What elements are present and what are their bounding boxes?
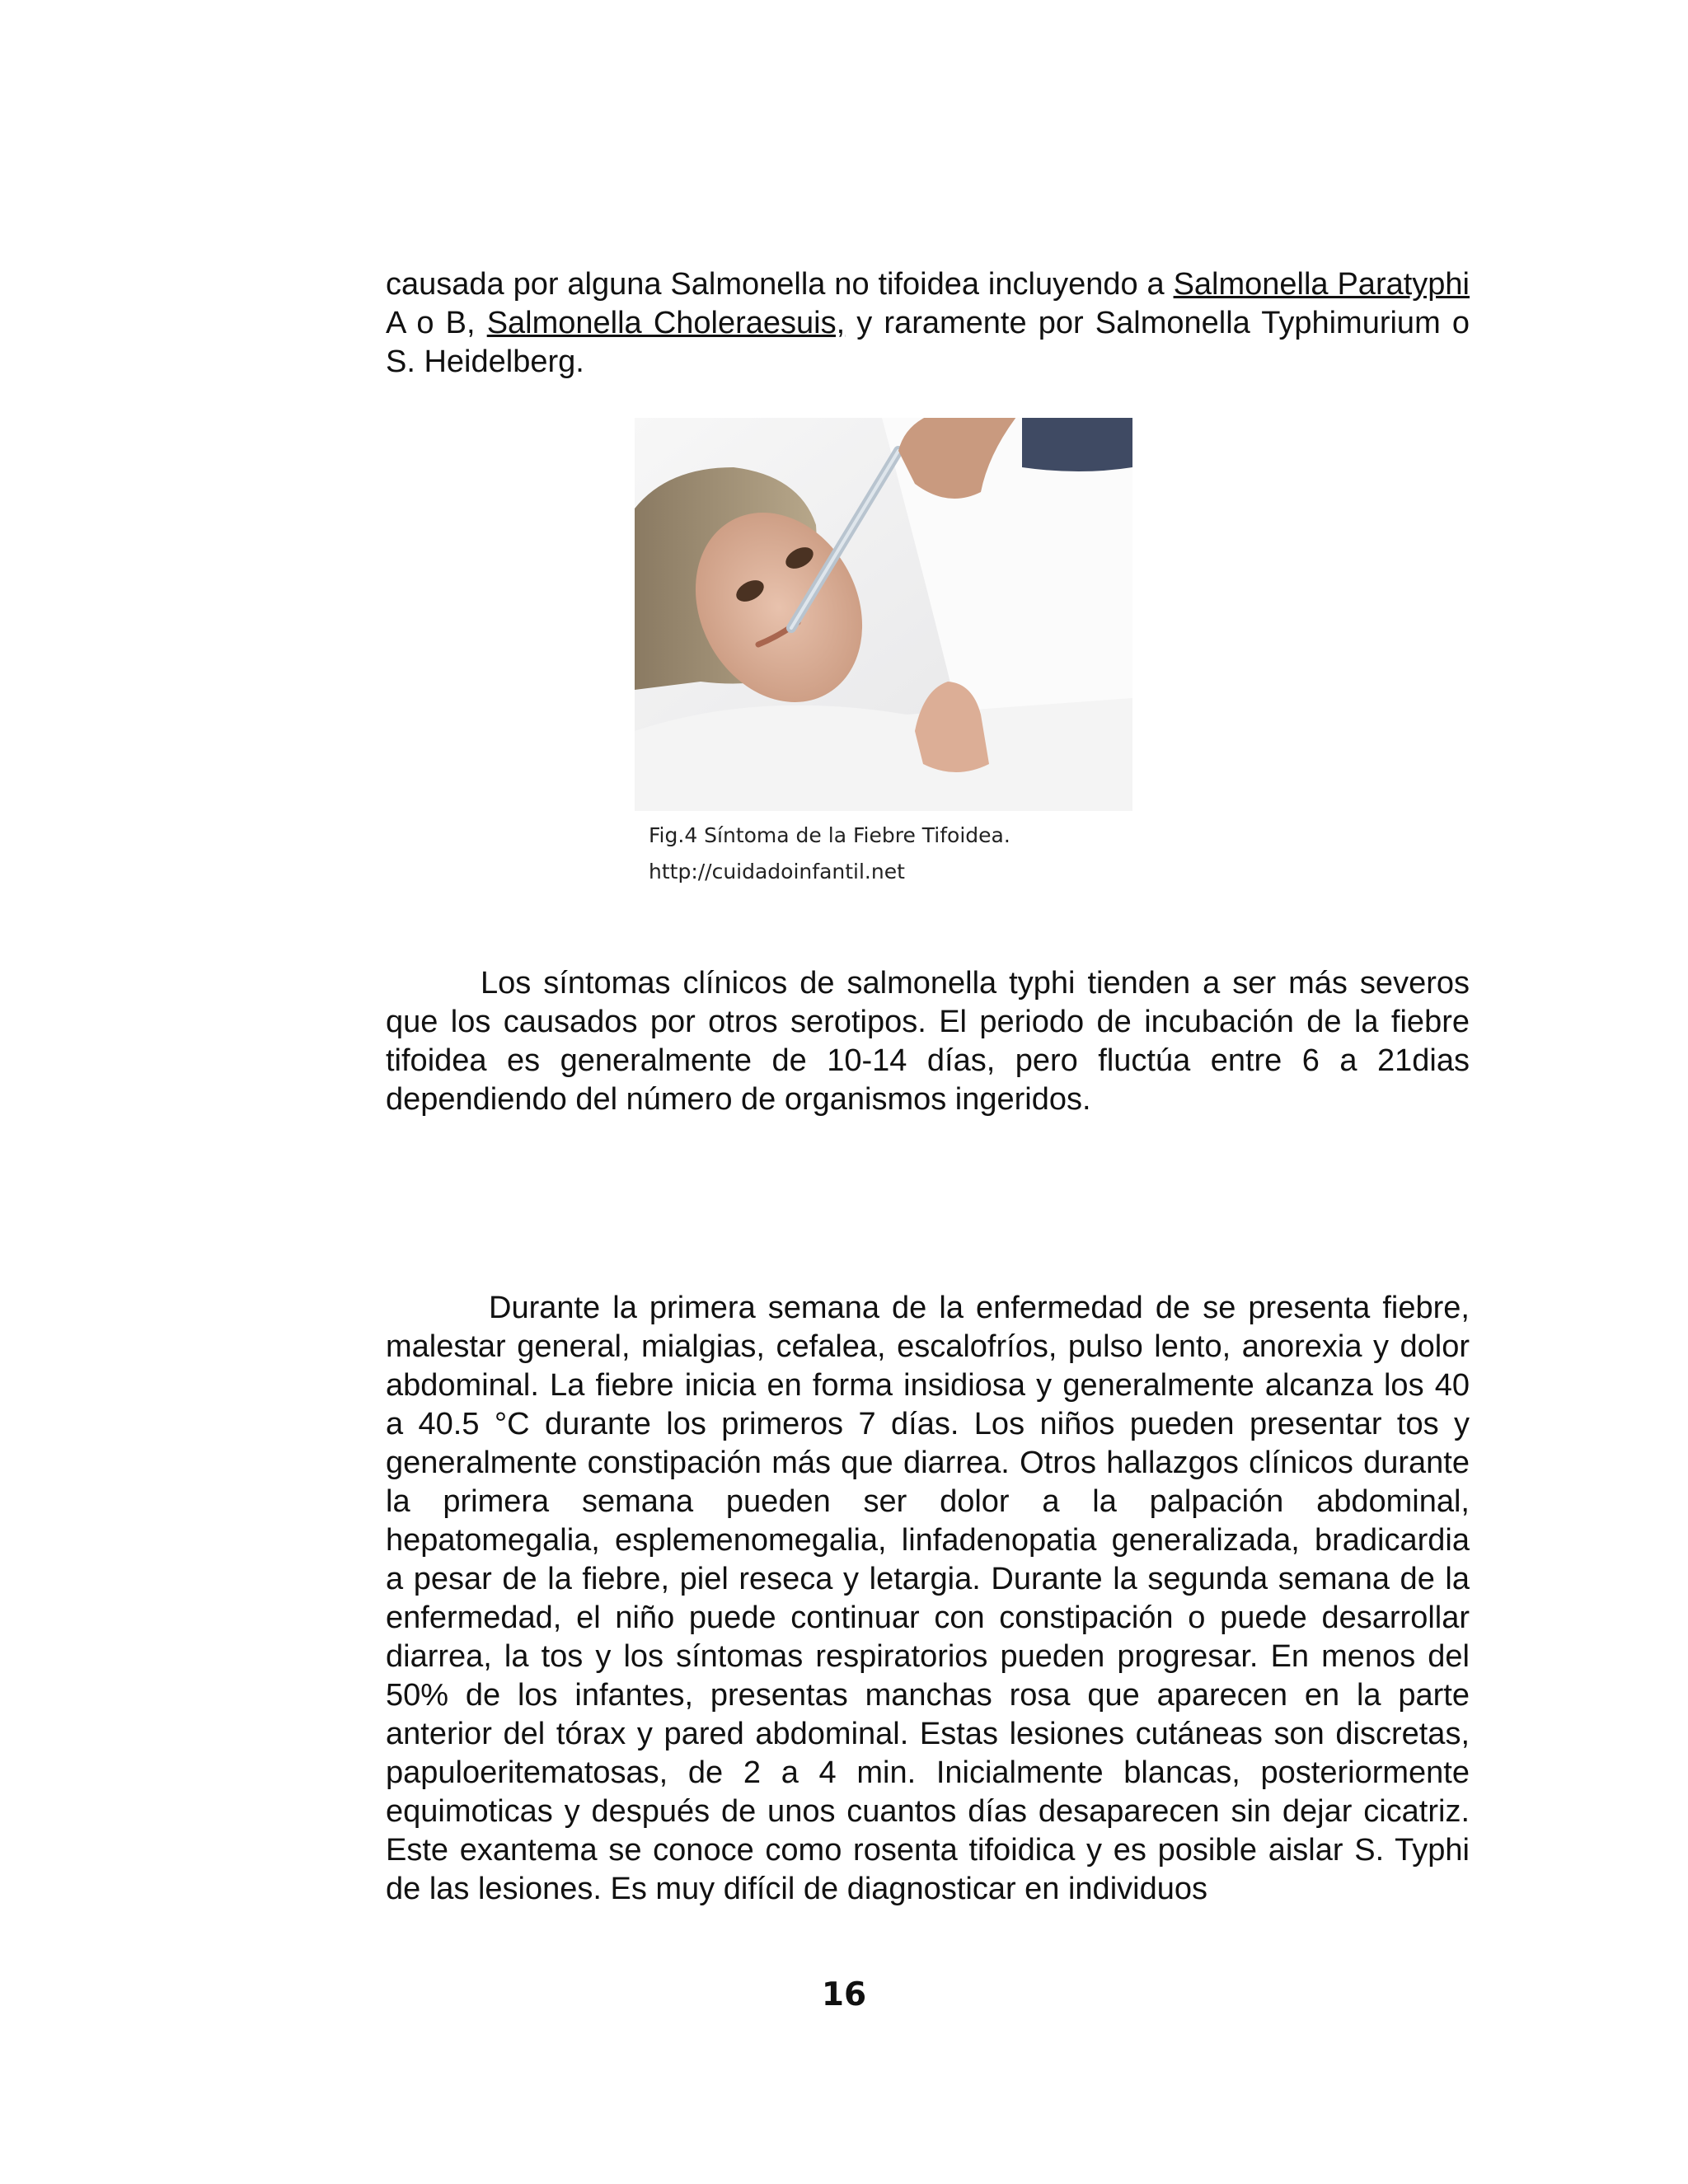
figure-caption: [649, 818, 1010, 890]
link-salmonella-choleraesuis[interactable]: Salmonella Choleraesuis,: [486, 306, 846, 340]
figure-photo-child-thermometer: [635, 418, 1132, 811]
caption-title: Fig.4 Síntoma de la Fiebre Tifoidea.: [649, 823, 1010, 847]
intro-text-2: A o B,: [386, 306, 487, 340]
page-number: 16: [821, 1976, 867, 2013]
caption-source-url: http://cuidadoinfantil.net: [649, 860, 905, 883]
intro-text-3: y raramente por Salmonella Typhimurium o S. Heidelberg.: [386, 306, 1470, 379]
paragraph-intro: [386, 265, 1470, 382]
intro-text-1: causada por alguna Salmonella no tifoidea incluyendo a: [386, 267, 1174, 302]
paragraph-primera-semana: Durante la primera semana de la enfermedad de se presenta fiebre, malestar general, mialgias, cefalea, escalofríos, pulso lento, anorexia y dolor abdominal. La fiebre inicia en forma insidiosa y generalmente alcanza los 40 a 40.5 °C durante los primeros 7 días. Los niños pueden presentar tos y generalmente constipación más que diarrea. Otros hallazgos clínicos durante la primera semana pueden ser dolor a la palpación abdominal, hepatomegalia, esplemenomegalia, linfadenopatia generalizada, bradicardia a pesar de la fiebre, piel reseca y letargia. Durante la segunda semana de la enfermedad, el niño puede continuar con constipación o puede desarrollar diarrea, la tos y los síntomas respiratorios pueden progresar. En menos del 50% de los infantes, presentas manchas rosa que aparecen en la parte anterior del tórax y pared abdominal. Estas lesiones cutáneas son discretas, papuloeritematosas, de 2 a 4 min. Inicialmente blancas, posteriormente equimoticas y después de unos cuantos días desaparecen sin dejar cicatriz. Este exantema se conoce como rosenta tifoidica y es posible aislar S. Typhi de las lesiones. Es muy difícil de diagnosticar en individuos: [386, 1291, 1470, 1906]
paragraph-sintomas-clinicos: Los síntomas clínicos de salmonella typhi tienden a ser más severos que los causados por otros serotipos. El periodo de incubación de la fiebre tifoidea es generalmente de 10-14 días, pero fluctúa entre 6 a 21dias dependiendo del número de organismos ingeridos.: [386, 966, 1470, 1117]
link-salmonella-paratyphi[interactable]: Salmonella Paratyphi: [1173, 267, 1470, 302]
